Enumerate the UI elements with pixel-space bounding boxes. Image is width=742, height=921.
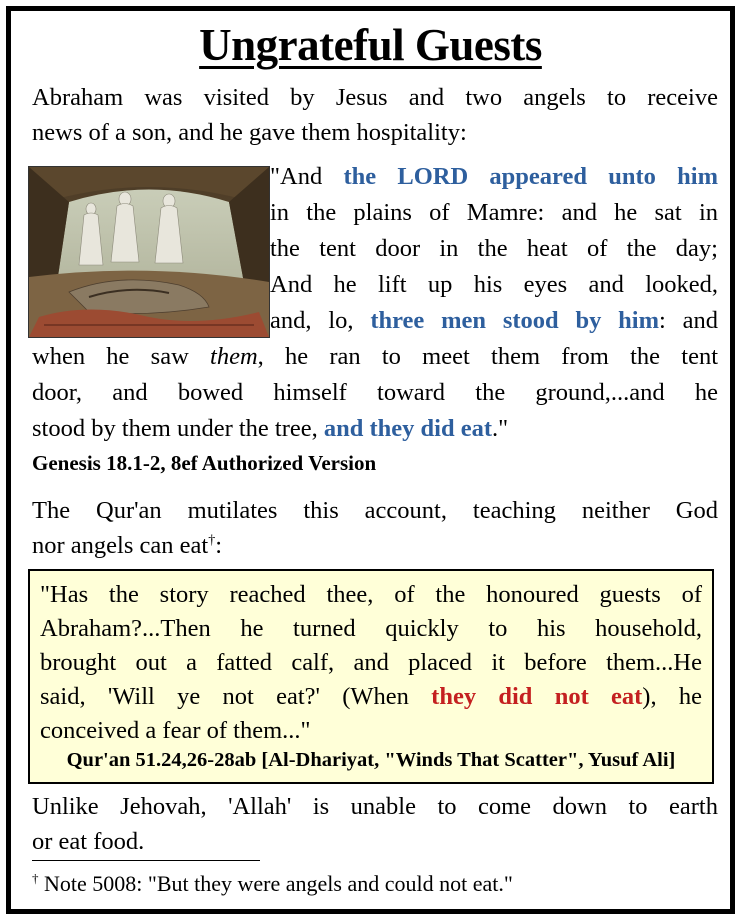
abraham-tent-painting <box>28 166 270 338</box>
footnote <box>32 869 513 899</box>
quran-citation: Qur'an 51.24,26-28ab [Al-Dhariyat, "Winds That Scatter", Yusuf Ali] <box>66 749 676 771</box>
genesis-citation: Genesis 18.1-2, 8ef Authorized Version <box>32 451 377 475</box>
genesis-text: stood by them under the tree, <box>32 415 324 442</box>
highlight-lord-appeared: the LORD appeared unto him <box>343 163 718 190</box>
quran-intro-text: : <box>215 532 222 559</box>
genesis-line-2: in the plains of Mamre: and he sat in <box>270 199 718 226</box>
genesis-text: : and <box>658 307 718 334</box>
genesis-line-6 <box>32 339 718 375</box>
genesis-line-4: And he lift up his eyes and looked, <box>270 271 718 298</box>
quran-line-5: conceived a fear of them..." <box>40 717 311 744</box>
genesis-text: "And <box>270 163 344 190</box>
highlight-three-men: three men stood by him <box>370 307 659 334</box>
quran-line-4 <box>40 680 702 714</box>
outro-line-1: Unlike Jehovah, 'Allah' is unable to come down to earth <box>32 793 718 820</box>
genesis-text: and, lo, <box>270 307 371 334</box>
highlight-did-not-eat: they did not eat <box>431 683 643 710</box>
quran-quote-box <box>28 569 714 784</box>
footnote-divider <box>32 860 260 861</box>
genesis-text: when he saw <box>32 343 211 370</box>
genesis-line-8 <box>32 411 718 447</box>
intro-line-2: news of a son, and he gave them hospitality: <box>32 119 467 146</box>
page-frame <box>6 6 735 914</box>
genesis-line-1 <box>270 159 718 195</box>
quran-intro-text: nor angels can eat <box>32 532 209 559</box>
genesis-quote-wrapped <box>270 159 718 339</box>
quran-intro-line-2 <box>32 528 718 563</box>
quran-intro-paragraph <box>32 493 718 563</box>
quran-intro-line-1: The Qur'an mutilates this account, teaching neither God <box>32 497 718 524</box>
quran-quote-text <box>40 578 702 748</box>
outro-line-2: or eat food. <box>32 828 145 855</box>
genesis-text: ." <box>492 415 509 442</box>
intro-paragraph <box>32 80 718 150</box>
highlight-they-did-eat: and they did eat <box>323 415 493 442</box>
genesis-line-7: door, and bowed himself toward the ground,...and he <box>32 379 718 406</box>
painting-abraham-tent-icon <box>29 167 269 337</box>
genesis-italic-them: them <box>210 343 258 370</box>
outro-paragraph <box>32 789 718 859</box>
genesis-line-3: the tent door in the heat of the day; <box>270 235 718 262</box>
quran-line-1: "Has the story reached thee, of the honoured guests of <box>40 581 702 608</box>
genesis-line-5 <box>270 303 718 339</box>
quran-line-2: Abraham?...Then he turned quickly to his household, <box>40 615 702 642</box>
genesis-text: , he ran to meet them from the tent <box>257 343 719 370</box>
footnote-dagger: † <box>32 870 39 886</box>
intro-line-1: Abraham was visited by Jesus and two angels to receive <box>32 84 718 111</box>
footnote-text: Note 5008: "But they were angels and could not eat." <box>38 871 513 896</box>
quran-text: said, 'Will ye not eat?' (When <box>40 683 432 710</box>
quran-line-3: brought out a fatted calf, and placed it before them...He <box>40 649 702 676</box>
page-title: Ungrateful Guests <box>199 20 542 70</box>
footnote-marker: † <box>208 532 216 548</box>
genesis-quote-full <box>32 339 718 447</box>
quran-text: ), he <box>642 683 702 710</box>
